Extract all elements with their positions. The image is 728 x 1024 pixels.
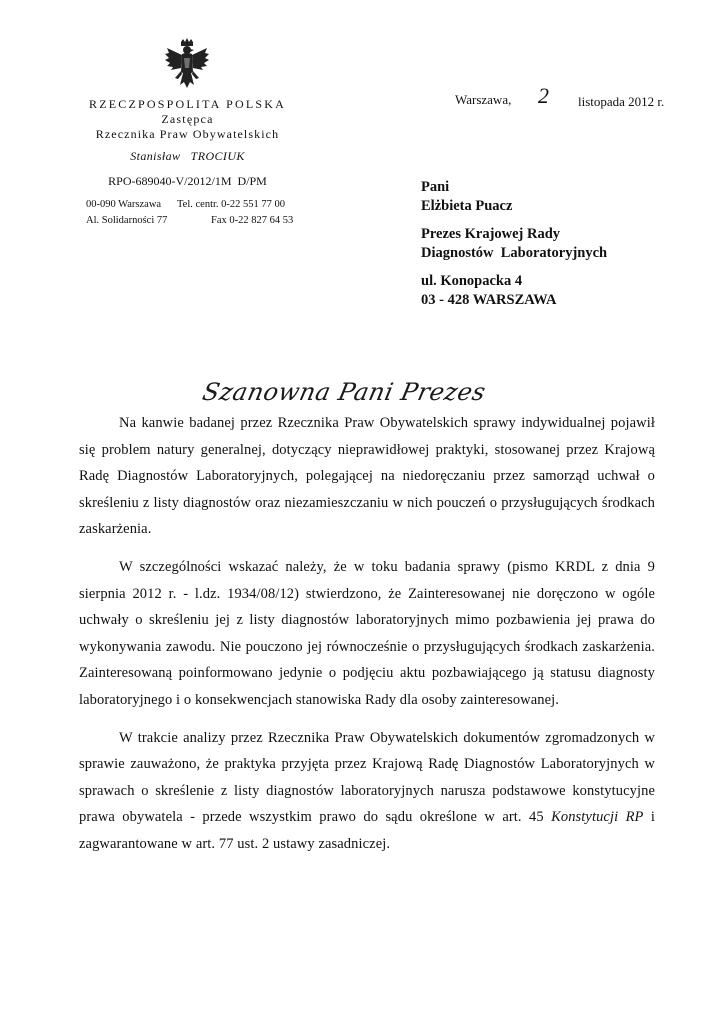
date-place: Warszawa, xyxy=(455,92,512,107)
body-paragraph-3-part1: W trakcie analizy przez Rzecznika Praw Obywatelskich dokumentów zgromadzonych w sprawie zauważono, że praktyka przyjęta przez Krajową Radę Diagnostów Laboratoryjnych w sprawach o skreślenie z listy diagnostów laboratoryjnych narusza podstawowe konstytucyjne prawa obywatela - przede wszystkim prawo do sądu określone w art. 45 xyxy=(79,729,655,826)
recipient-name: Elżbieta Puacz xyxy=(421,198,513,214)
recipient-street: ul. Konopacka 4 xyxy=(421,273,523,289)
handwritten-greeting: Szanowna Pani Prezes xyxy=(200,378,489,406)
letterhead-person: Stanisław TROCIUK xyxy=(130,149,245,163)
constitution-reference: Konstytucji RP xyxy=(551,809,644,826)
body-paragraph-2: W szczególności wskazać należy, że w toku badania sprawy (pismo KRDL z dnia 9 sierpnia 2012 r. - l.dz. 1934/08/12) stwierdzono, że Zainteresowanej nie doręczono w ogóle uchwały o skreśleniu jej z listy diagnostów laboratoryjnych mimo pozbawienia jej prawa do wykonywania zawodu. Nie pouczono jej równocześnie o przysługujących środkach zaskarżenia. Zainteresowaną poinformowano jedynie o podjęciu aktu pozbawiającego ją statusu diagnosty laboratoryjnego i o konsekwencjach stanowiska Rady dla osoby zainteresowanej. xyxy=(79,558,655,708)
recipient-city: 03 - 428 WARSZAWA xyxy=(421,292,557,308)
letterhead-address-line1: 00-090 Warszawa xyxy=(86,199,162,210)
letterhead-fax: Fax 0-22 827 64 53 xyxy=(211,215,294,226)
letterhead-country: RZECZPOSPOLITA POLSKA xyxy=(89,97,286,111)
body-paragraph-3 xyxy=(79,725,655,858)
recipient-salutation: Pani xyxy=(421,179,450,195)
letterhead-deputy-title: Zastępca xyxy=(161,112,214,126)
date-month-year: listopada 2012 r. xyxy=(578,94,665,109)
recipient-title-line2: Diagnostów Laboratoryjnych xyxy=(421,245,608,261)
body-paragraph-1: Na kanwie badanej przez Rzecznika Praw Obywatelskich sprawy indywidualnej pojawił się problem natury generalnej, dotyczący nieprawidłowej praktyki, stosowanej przez Krajową Radę Diagnostów Laboratoryjnych, polegającej na niedoręczaniu przez samorząd uchwał o skreśleniu z listy diagnostów oraz niezamieszczaniu w nich pouczeń o przysługujących środkach zaskarżenia. xyxy=(79,415,655,538)
letter-body xyxy=(79,410,655,869)
letterhead-address-line2: Al. Solidarności 77 xyxy=(86,215,168,226)
recipient-title-line1: Prezes Krajowej Rady xyxy=(421,226,561,242)
letterhead-office: Rzecznika Praw Obywatelskich xyxy=(95,127,280,141)
letterhead-reference-number: RPO-689040-V/2012/1M D/PM xyxy=(108,174,267,188)
date-day-handwritten: 2 xyxy=(538,83,549,108)
letterhead-telephone: Tel. centr. 0-22 551 77 00 xyxy=(177,199,286,210)
body-paragraph-3-part2: i zagwarantowane w art. 77 ust. 2 ustawy zasadniczej. xyxy=(79,809,656,852)
polish-eagle-emblem-icon xyxy=(163,38,211,96)
